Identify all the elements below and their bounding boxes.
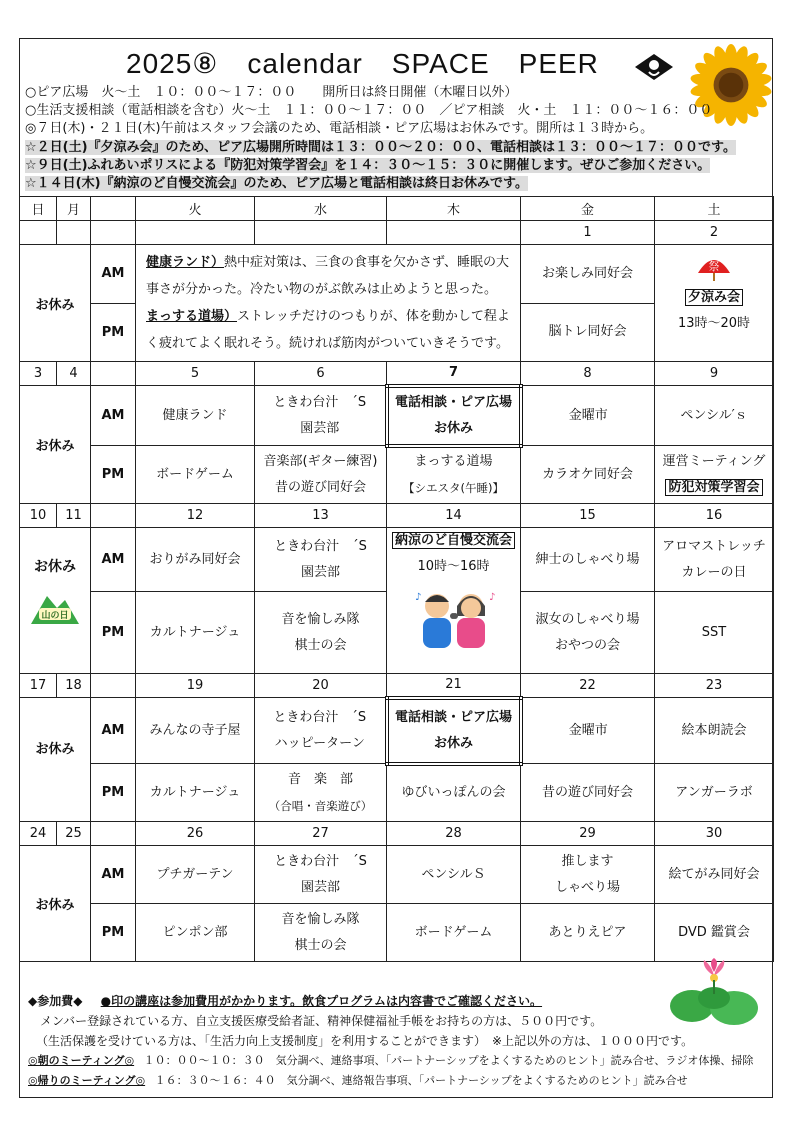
pm-label: PM <box>91 592 136 674</box>
memo-title-kenko: 健康ランド） <box>146 255 225 270</box>
closed-label: お休み <box>20 846 91 962</box>
peer-logo-icon <box>633 52 675 82</box>
weekday-spacer <box>91 197 136 221</box>
event-label: ときわ台汁 ´S <box>274 538 367 554</box>
event-label: 絵本朗読会 <box>681 722 747 738</box>
event-cell <box>255 446 387 504</box>
closed-label: お休み <box>20 698 91 822</box>
event-cell <box>387 386 521 446</box>
event-label: 金曜市 <box>568 722 608 738</box>
page-title: 2025⑧ calendar SPACE PEER <box>126 48 599 79</box>
closed-cell <box>20 528 91 674</box>
event-cell <box>655 846 774 904</box>
event-cell <box>387 904 521 962</box>
event-label: 園芸部 <box>300 879 340 895</box>
date-17: 17 <box>20 674 57 698</box>
event-cell <box>655 386 774 446</box>
event-highlight: 納涼のど自慢交流会 <box>392 532 515 549</box>
event-label: ハッピーターン <box>274 735 365 751</box>
event-cell <box>255 764 387 822</box>
event-label: みんなの寺子屋 <box>149 722 241 738</box>
event-label: まっする道場 <box>414 454 493 470</box>
week-3-dates <box>20 504 774 528</box>
date-21: 21 <box>387 674 521 698</box>
date-12: 12 <box>136 504 255 528</box>
date-13: 13 <box>255 504 387 528</box>
event-cell <box>655 446 774 504</box>
event-cell <box>521 446 655 504</box>
event-label: あとりえピア <box>548 924 627 940</box>
date-5: 5 <box>136 362 255 386</box>
date-16: 16 <box>655 504 774 528</box>
event-label: 電話相談・ピア広場 <box>394 394 512 410</box>
fee-line-3: （生活保護を受けている方は、「生活力向上支援制度」を利用することができます） ※上記以外の方は、１０００円です。 <box>36 1034 694 1048</box>
event-label: アンガーラボ <box>675 784 753 800</box>
event-label: 健康ランド <box>162 407 228 423</box>
event-label: アロマストレッチ <box>662 538 766 554</box>
event-cell <box>655 904 774 962</box>
closed-label: お休み <box>34 559 76 575</box>
event-label: 絵てがみ同好会 <box>668 866 760 882</box>
event-label: DVD 鑑賞会 <box>678 924 750 940</box>
event-cell <box>136 446 255 504</box>
event-cell <box>387 446 521 504</box>
event-cell <box>521 592 655 674</box>
date-19: 19 <box>136 674 255 698</box>
week-5-dates <box>20 822 774 846</box>
date-25: 25 <box>57 822 91 846</box>
header-line-1: ○ピア広場 火～土 １０：００～１７：００ 開所日は終日開催（木曜日以外） <box>25 85 518 100</box>
event-cell <box>136 904 255 962</box>
event-label: 10時～16時 <box>417 559 490 574</box>
event-cell <box>136 846 255 904</box>
event-cell <box>521 698 655 764</box>
event-cell <box>255 904 387 962</box>
event-highlight: 防犯対策学習会 <box>665 479 762 496</box>
event-label: 園芸部 <box>300 420 340 436</box>
weekday-header <box>20 197 774 221</box>
date-9: 9 <box>655 362 774 386</box>
event-label: 音 楽 部 <box>287 771 353 787</box>
event-label: ときわ台汁 ´S <box>273 709 367 725</box>
event-label: おりがみ同好会 <box>149 551 241 567</box>
evening-text: １６：３０～１６：４０ 気分調べ、連絡報告事項、「パートナーシップをよくするためのヒント」読み合せ <box>154 1074 688 1087</box>
date-7: 7 <box>387 362 521 386</box>
event-label: 昔の遊び同好会 <box>274 479 366 495</box>
fee-label: ◆参加費◆ <box>28 994 83 1008</box>
am-label: AM <box>91 846 136 904</box>
event-cell <box>136 698 255 764</box>
event-label <box>387 528 520 554</box>
am-label: AM <box>91 245 136 304</box>
event-label <box>655 475 773 501</box>
event-label: ペンシル′ｓ <box>680 407 748 423</box>
event-label: SST <box>701 624 727 640</box>
date-26: 26 <box>136 822 255 846</box>
event-label: 音楽部(ギター練習) <box>263 453 378 469</box>
date-15: 15 <box>521 504 655 528</box>
week-4-dates <box>20 674 774 698</box>
date-22: 22 <box>521 674 655 698</box>
date-3: 3 <box>20 362 57 386</box>
activity-memo <box>136 245 521 362</box>
memo-title-massuru: まっする道場） <box>146 309 238 324</box>
evening-label: ◎帰りのミーティング◎ <box>28 1074 146 1087</box>
header-line-3: ◎７日(木)・２１日(木)午前はスタッフ会議のため、電話相談・ピア広場はお休みです。開所は１３時から。 <box>25 121 654 136</box>
event-cell <box>655 592 774 674</box>
event-label: 棋士の会 <box>294 637 347 653</box>
event-cell <box>255 528 387 592</box>
event-cell <box>255 698 387 764</box>
event-label: カラオケ同好会 <box>542 466 633 482</box>
event-label: 金曜市 <box>568 407 608 423</box>
closed-label: お休み <box>20 386 91 504</box>
morning-text: １０：００～１０：３０ 気分調べ、連絡事項、「パートナーシップをよくするためのヒント」読み合せ、ラジオ体操、掃除 <box>143 1054 754 1067</box>
event-2 <box>655 245 774 362</box>
event-label: カルトナージュ <box>149 784 241 800</box>
event-label: ピンポン部 <box>162 924 228 940</box>
memo-text-massuru: ストレッチだけのつもりが、体を動かして程よく疲れてよく眠れそう。続ければ筋肉がついていきそうです。 <box>146 309 510 351</box>
event-1-pm: 脳トレ同好会 <box>521 303 655 362</box>
event-label: ゆびいっぽんの会 <box>401 785 506 801</box>
date-20: 20 <box>255 674 387 698</box>
am-label: AM <box>91 528 136 592</box>
event-label: 【シエスタ(午睡)】 <box>403 481 504 496</box>
event-label: ペンシルＳ <box>421 866 486 882</box>
event-cell <box>655 528 774 592</box>
lotus-icon <box>668 958 760 1028</box>
event-cell <box>255 592 387 674</box>
svg-text:山の日: 山の日 <box>41 611 69 621</box>
event-label: 運営ミーティング <box>662 453 766 469</box>
event-label: 淑女のしゃべり場 <box>535 611 640 627</box>
event-2-title: 夕涼み会 <box>685 289 743 306</box>
svg-text:祭: 祭 <box>708 260 720 273</box>
notice-1: ☆２日(土)『夕涼み会』のため、ピア広場開所時間は１３：００～２０：００、電話相談は１３：００～１７：００です。 <box>25 140 736 155</box>
event-label: 電話相談・ピア広場 <box>394 709 512 725</box>
date-4: 4 <box>57 362 91 386</box>
date-30: 30 <box>655 822 774 846</box>
event-label: 音を愉しみ隊 <box>281 911 360 927</box>
am-label: AM <box>91 386 136 446</box>
event-label: ボードゲーム <box>414 924 493 940</box>
event-label: （合唱・音楽遊び） <box>268 798 373 813</box>
svg-text:♪: ♪ <box>414 592 421 603</box>
date-27: 27 <box>255 822 387 846</box>
event-cell <box>387 764 521 822</box>
fee-line-2: メンバー登録されている方、自立支援医療受給者証、精神保健福祉手帳をお持ちの方は、５００円です。 <box>40 1014 603 1028</box>
am-label: AM <box>91 698 136 764</box>
date-8: 8 <box>521 362 655 386</box>
matsuri-fan-icon <box>694 251 734 281</box>
event-1-am: お楽しみ同好会 <box>521 245 655 304</box>
memo-text-kenko: 熱中症対策は、三食の食事を欠かさず、睡眠の大事さが分かった。冷たい物のがぶ飲みは止めようと思った。 <box>146 255 509 297</box>
event-cell <box>387 846 521 904</box>
event-cell <box>655 698 774 764</box>
fee-text: ●印の講座は参加費用がかかります。飲食プログラムは内容書でご確認ください。 <box>100 994 543 1008</box>
karaoke-icon <box>409 586 499 656</box>
event-cell <box>521 386 655 446</box>
date-10: 10 <box>20 504 57 528</box>
event-cell <box>255 386 387 446</box>
date-29: 29 <box>521 822 655 846</box>
event-label: おやつの会 <box>554 637 620 653</box>
pm-label: PM <box>91 764 136 822</box>
event-cell <box>136 764 255 822</box>
event-label: ボードゲーム <box>156 466 234 482</box>
evening-meeting <box>28 1072 688 1088</box>
event-label: お休み <box>433 735 473 751</box>
date-1: 1 <box>521 221 655 245</box>
event-label: 昔の遊び同好会 <box>541 784 633 800</box>
pm-label: PM <box>91 446 136 504</box>
date-2: 2 <box>655 221 774 245</box>
svg-text:♪: ♪ <box>488 592 495 603</box>
pm-label: PM <box>91 904 136 962</box>
event-cell <box>521 904 655 962</box>
date-23: 23 <box>655 674 774 698</box>
date-18: 18 <box>57 674 91 698</box>
notice-2: ☆９日(土)ふれあいポリスによる『防犯対策学習会』を１４：３０～１５：３０に開催します。ぜひご参加ください。 <box>25 158 711 173</box>
weekday-sat: 土 <box>655 197 774 221</box>
event-label: カルトナージュ <box>149 624 241 640</box>
weekday-wed: 水 <box>255 197 387 221</box>
date-14: 14 <box>387 504 521 528</box>
event-label: ときわ台汁 ´S <box>274 853 367 869</box>
event-cell <box>387 528 521 674</box>
notice-3: ☆１４日(木)『納涼のど自慢交流会』のため、ピア広場と電話相談は終日お休みです。 <box>25 176 528 191</box>
fee-line <box>28 992 542 1009</box>
event-label: カレーの日 <box>681 564 747 580</box>
weekday-thu: 木 <box>387 197 521 221</box>
event-cell <box>136 386 255 446</box>
morning-meeting <box>28 1052 753 1068</box>
event-cell <box>136 592 255 674</box>
event-label: プチガーテン <box>156 866 234 882</box>
event-cell <box>521 764 655 822</box>
event-cell <box>136 528 255 592</box>
pm-label: PM <box>91 303 136 362</box>
header-line-2: ○生活支援相談（電話相談を含む）火～土 １１：００～１７：００ ／ピア相談 火・土 １１：００～１６：００ <box>25 103 713 118</box>
event-label: 園芸部 <box>300 564 340 580</box>
event-label: 推します <box>561 853 614 869</box>
calendar-table <box>19 196 774 962</box>
closed-label: お休み <box>20 245 91 362</box>
date-11: 11 <box>57 504 91 528</box>
event-cell <box>655 764 774 822</box>
week-2-dates <box>20 362 774 386</box>
weekday-tue: 火 <box>136 197 255 221</box>
date-6: 6 <box>255 362 387 386</box>
event-label: 音を愉しみ隊 <box>281 611 360 627</box>
event-label: 棋士の会 <box>294 937 347 953</box>
date-24: 24 <box>20 822 57 846</box>
event-cell <box>255 846 387 904</box>
event-cell <box>521 528 655 592</box>
weekday-mon: 月 <box>57 197 91 221</box>
event-label: ときわ台汁 ´S <box>273 394 367 410</box>
event-cell <box>387 698 521 764</box>
event-label: お休み <box>433 420 473 436</box>
date-28: 28 <box>387 822 521 846</box>
event-2-time: 13時～20時 <box>677 316 751 331</box>
mountain-day-icon <box>29 590 81 626</box>
morning-label: ◎朝のミーティング◎ <box>28 1054 135 1067</box>
event-cell <box>521 846 655 904</box>
event-label: しゃべり場 <box>554 879 620 895</box>
event-label: 紳士のしゃべり場 <box>535 551 640 567</box>
weekday-fri: 金 <box>521 197 655 221</box>
weekday-sun: 日 <box>20 197 57 221</box>
